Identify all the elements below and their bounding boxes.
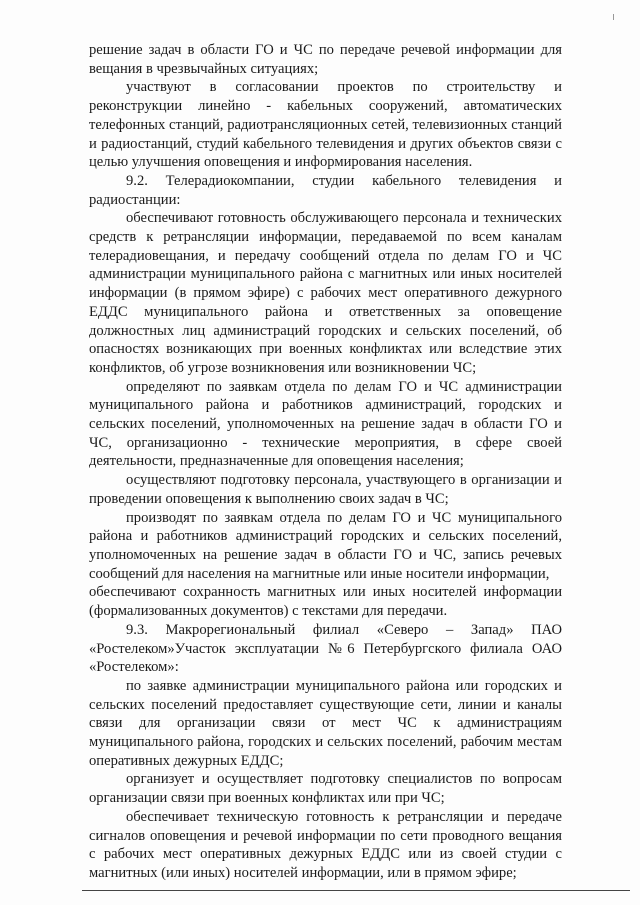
paragraph: производят по заявкам отдела по делам ГО и ЧС муниципального района и работников администраций городских и сельских поселений, уполномоченных на решение задач в области ГО и ЧС, запись речевых сообщений для населения на магнитные или иные носители информации,: [89, 509, 562, 582]
paragraph: по заявке администрации муниципального района или городских и сельских поселений предоставляет существующие сети, линии и каналы связи для организации связи от мест ЧС к администрациям муниципального района, городских и сельских поселений, рабочим местам оперативных дежурных ЕДДС;: [89, 677, 562, 769]
document-body: [89, 41, 562, 883]
paragraph: осуществляют подготовку персонала, участвующего в организации и проведении оповещения к выполнению своих задач в ЧС;: [89, 472, 562, 507]
paragraph: обеспечивает техническую готовность к ретрансляции и передаче сигналов оповещения и речевой информации по сети проводного вещания с рабочих мест оперативных дежурных ЕДДС или из своей студии с магнитных (или иных) носителей информации, или в прямом эфире;: [89, 808, 562, 881]
paragraph: определяют по заявкам отдела по делам ГО и ЧС администрации муниципального района и работников администраций, городских и сельских поселений, уполномоченных на решение задач в области ГО и ЧС, организационно - технические мероприятия, в сфере своей деятельности, предназначенные для оповещения населения;: [89, 378, 562, 470]
scan-mark: [613, 14, 614, 20]
paragraph: организует и осуществляет подготовку специалистов по вопросам организации связи при военных конфликтах или при ЧС;: [89, 771, 562, 807]
paragraph: участвуют в согласовании проектов по строительству и реконструкции линейно - кабельных сооружений, автоматических телефонных станций, радиотрансляционных сетей, телевизионных станций и радиостанций, студий кабельного телевидения и других объектов связи с целью улучшения оповещения и информирования населения.: [89, 79, 562, 171]
paragraph: решение задач в области ГО и ЧС по передаче речевой информации для вещания в чрезвычайных ситуациях;: [89, 42, 562, 77]
footer-rule: [82, 890, 630, 891]
section-heading-9-3: 9.3. Макрорегиональный филиал «Северо – Запад» ПАО «Ростелеком»Участок эксплуатации №6 Петербургского филиала ОАО «Ростелеком»:: [89, 621, 562, 676]
paragraph: обеспечивают готовность обслуживающего персонала и технических средств к ретрансляции информации, передаваемой по всем каналам телерадиовещания, и передачу сообщений отдела по делам ГО и ЧС администрации муниципального района с магнитных или иных носителей информации (в прямом эфире) с рабочих мест оперативного дежурного ЕДДС муниципального района и ответственных за оповещение должностных лиц администраций городских и сельских поселений, об опасностях возникающих при военных конфликтах или вследствие этих конфликтов, об угрозе возникновения или возникновении ЧС;: [89, 210, 562, 376]
section-heading-9-2: 9.2. Телерадиокомпании, студии кабельного телевидения и радиостанции:: [89, 172, 562, 208]
paragraph: обеспечивают сохранность магнитных или иных носителей информации (формализованных документов) с текстами для передачи.: [89, 584, 562, 620]
